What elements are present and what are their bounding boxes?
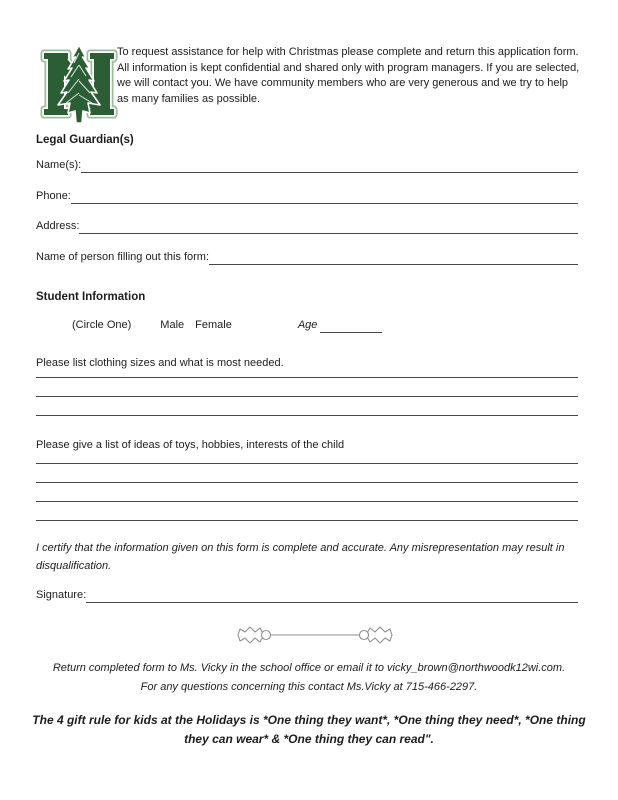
school-logo-icon xyxy=(40,43,118,125)
signature-label: Signature: xyxy=(36,589,87,601)
guardian-address-label: Address: xyxy=(36,220,80,232)
write-in-line xyxy=(209,249,578,265)
gift-rule-note: The 4 gift rule for kids at the Holidays is *One thing they want*, *One thing they need*, *One thing they can wear* & *One thing they can read". xyxy=(32,713,586,746)
write-in-line xyxy=(36,377,578,378)
holly-divider-icon xyxy=(236,624,394,646)
write-in-line xyxy=(36,396,578,397)
option-female: Female xyxy=(195,319,232,331)
return-instructions-line2: For any questions concerning this contact Ms.Vicky at 715-466-2297. xyxy=(140,680,478,693)
write-in-line xyxy=(79,218,578,234)
guardian-name-field xyxy=(36,157,578,173)
gender-age-row xyxy=(36,318,578,333)
form-filler-label: Name of person filling out this form: xyxy=(36,251,210,263)
guardian-address-field xyxy=(36,218,578,234)
certification-statement: I certify that the information given on this form is complete and accurate. Any misrepresentation may result in disqualification. xyxy=(36,542,565,572)
write-in-line xyxy=(86,587,578,603)
write-in-line xyxy=(36,415,578,416)
option-male: Male xyxy=(160,319,185,331)
write-in-line xyxy=(71,188,578,204)
write-in-line xyxy=(36,482,578,483)
write-in-line xyxy=(81,157,578,173)
guardian-section-heading: Legal Guardian(s) xyxy=(36,134,134,146)
write-in-line xyxy=(36,520,578,521)
signature-field xyxy=(36,587,578,603)
circle-one-label: (Circle One) xyxy=(72,319,132,331)
age-label: Age xyxy=(297,319,318,331)
student-section-heading: Student Information xyxy=(36,291,146,303)
guardian-phone-label: Phone: xyxy=(36,190,71,202)
age-write-in-line xyxy=(320,318,382,333)
clothing-prompt: Please list clothing sizes and what is most needed. xyxy=(36,357,284,369)
toys-prompt: Please give a list of ideas of toys, hobbies, interests of the child xyxy=(36,439,345,451)
form-filler-field xyxy=(36,249,578,265)
guardian-name-label: Name(s): xyxy=(36,159,82,171)
write-in-line xyxy=(36,463,578,464)
intro-text: To request assistance for help with Christmas please complete and return this application form. All information is kept confidential and shared only with program managers. If you are selected, we will contact you. We have community members who are very generous and we try to help as many families as possible. xyxy=(117,46,580,105)
return-instructions-line1: Return completed form to Ms. Vicky in the school office or email it to vicky_brown@northwoodk12wi.com. xyxy=(52,662,566,674)
write-in-line xyxy=(36,501,578,502)
guardian-phone-field xyxy=(36,188,578,204)
return-instructions xyxy=(0,659,618,696)
